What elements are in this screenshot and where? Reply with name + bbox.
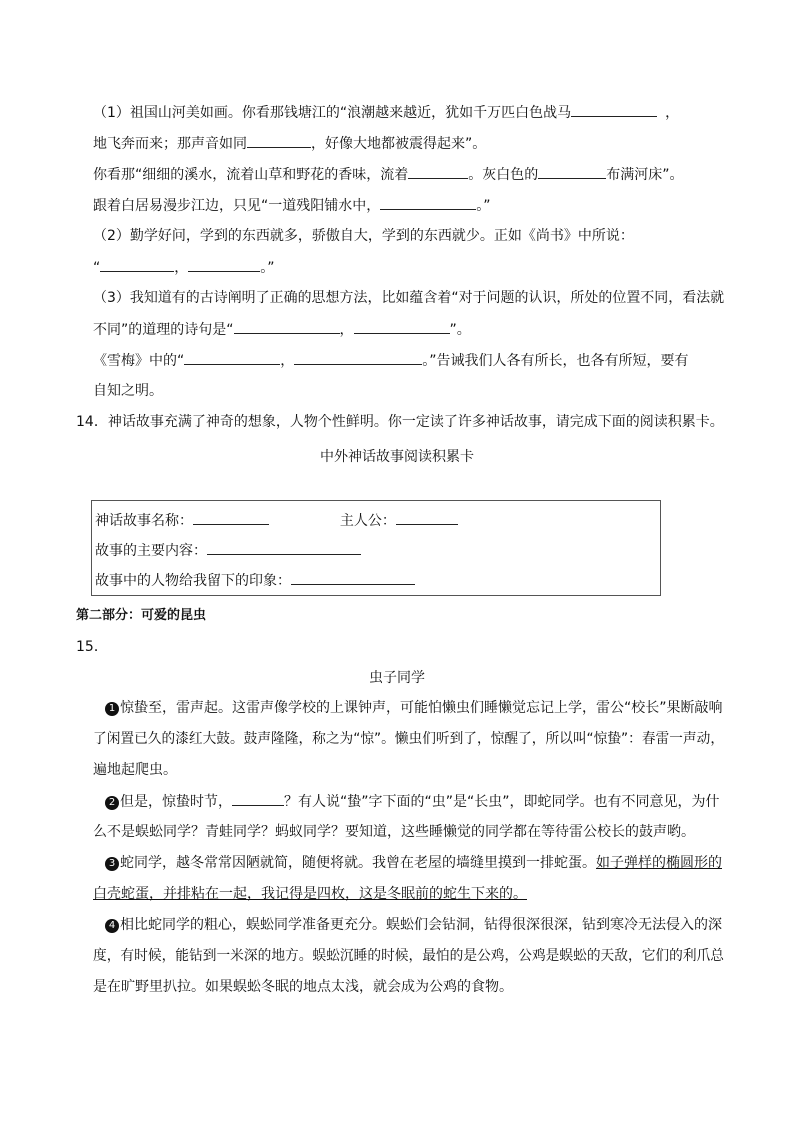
q13-p5b: ， (174, 260, 189, 276)
para1-l1: 惊蛰至，雷声起。这雷声像学校的上课钟声，可能怕懒虫们睡懒觉忘记上学，雷公“校长”果断敲响 (120, 700, 723, 716)
circled-number: 4 (105, 919, 119, 933)
q14-stem (76, 412, 724, 432)
para4-line-2 (93, 946, 724, 966)
hero-label: 主人公： (339, 513, 396, 529)
q13-line-1 (93, 102, 679, 123)
answer-blank[interactable] (538, 164, 606, 179)
circled-number: 2 (105, 796, 119, 810)
hero-blank[interactable] (396, 510, 458, 525)
answer-blank[interactable] (571, 102, 657, 117)
underlined-sentence-cont: 白壳蛇蛋，并排粘在一起，我记得是四枚，这是冬眠前的蛇生下来的。 (93, 886, 527, 902)
para1-line-1 (105, 698, 723, 718)
answer-blank[interactable] (247, 133, 311, 148)
q13-p6: （3）我知道有的古诗阐明了正确的思想方法，比如蕴含着“对于问题的认识，所处的位置不同，看法就 (93, 290, 725, 306)
reading-card (91, 500, 661, 596)
answer-blank[interactable] (234, 319, 340, 334)
q13-line-5 (93, 226, 634, 246)
para4-l1: 相比蛇同学的粗心，蜈蚣同学准备更充分。蜈蚣们会钻洞，钻得很深很深，钻到寒冷无法侵入的深 (120, 917, 722, 933)
q13-line-9 (93, 350, 689, 371)
q13-p7a: 不同”的道理的诗句是“ (93, 322, 234, 338)
para4-l2: 度，有时候，能钻到一米深的地方。蜈蚣沉睡的时候，最怕的是公鸡，公鸡是蜈蚣的天敌，它们的利爪总 (93, 948, 724, 964)
answer-blank[interactable] (184, 350, 280, 365)
card-row-content (95, 540, 361, 560)
q13-p1b-text: 地飞奔而来；那声音如同 (93, 136, 247, 152)
q13-p8a: 《雪梅》中的“ (93, 353, 185, 369)
name-label: 神话故事名称： (95, 513, 193, 529)
impression-blank[interactable] (291, 570, 415, 585)
q13-line-10 (93, 381, 163, 401)
para4-line-3 (93, 977, 513, 997)
q13-line-4 (93, 195, 491, 216)
q13-line-8 (93, 319, 471, 340)
para2-l1a: 但是，惊蛰时节， (120, 794, 232, 810)
q13-p5a: “ (93, 260, 101, 276)
para3-l1a: 蛇同学，越冬常常因陋就简，随便将就。我曾在老屋的墙缝里摸到一排蛇蛋。 (120, 855, 596, 871)
q13-p5c: 。” (260, 260, 275, 276)
q13-p8c: 。”告诫我们人各有所长，也各有所短，要有 (422, 353, 689, 369)
para1-l3: 遍地起爬虫。 (93, 762, 177, 778)
card-title: 中外神话故事阅读积累卡 (320, 449, 474, 465)
para1-line-2 (93, 729, 724, 749)
para1-line-3 (93, 760, 177, 780)
answer-blank[interactable] (354, 319, 450, 334)
q13-p9: 自知之明。 (93, 383, 163, 399)
para4-l3: 是在旷野里扒拉。如果蜈蚣冬眠的地点太浅，就会成为公鸡的食物。 (93, 979, 513, 995)
circled-number: 3 (105, 857, 119, 871)
q13-p8b: ， (280, 353, 295, 369)
q13-p3b: 。” (476, 198, 491, 214)
article-title: 虫子同学 (369, 670, 425, 686)
impression-label: 故事中的人物给我留下的印象： (95, 573, 291, 589)
para1-l2: 了闲置已久的漆红大鼓。鼓声隆隆，称之为“惊”。懒虫们听到了，惊醒了，所以叫“惊蛰”：春雷一声动， (93, 731, 725, 747)
story-name-blank[interactable] (193, 510, 269, 525)
para3-line-2 (93, 884, 527, 904)
para4-line-1 (105, 915, 722, 935)
q13-p1-end: ， (665, 105, 680, 121)
q13-p3a: 跟着白居易漫步江边，只见“一道残阳铺水中， (93, 198, 381, 214)
q13-line-7 (93, 288, 724, 308)
para2-line-2 (93, 822, 695, 842)
content-blank[interactable] (207, 540, 361, 555)
q15-number: 15． (76, 639, 108, 655)
underlined-sentence: 如子弹样的椭圆形的 (596, 855, 722, 871)
q13-p1-text: （1）祖国山河美如画。你看那钱塘江的“浪潮越来越近，犹如千万匹白色战马 (93, 105, 572, 121)
q14-stem-text: 14．神话故事充满了神奇的想象，人物个性鲜明。你一定读了许多神话故事，请完成下面的阅读积累卡。 (76, 414, 724, 430)
para2-answer-blank[interactable] (232, 791, 284, 806)
para2-l2: 么不是蜈蚣同学？青蛙同学？蚂蚁同学？要知道，这些睡懒觉的同学都在等待雷公校长的鼓声哟。 (93, 824, 695, 840)
answer-blank[interactable] (188, 257, 260, 272)
content-label: 故事的主要内容： (95, 543, 207, 559)
para2-line-1 (105, 791, 720, 812)
q13-p2c: 布满河床”。 (606, 167, 684, 183)
q13-line-3 (93, 164, 684, 185)
answer-blank[interactable] (380, 195, 476, 210)
q13-line-2 (93, 133, 486, 154)
answer-blank[interactable] (408, 164, 468, 179)
q13-p7c: ”。 (449, 322, 471, 338)
q13-p7b: ， (339, 322, 354, 338)
q13-p2b: 。灰白色的 (468, 167, 539, 183)
circled-number: 1 (105, 702, 119, 716)
part2-title: 第二部分：可爱的昆虫 (76, 608, 207, 623)
q13-p2a: 你看那“细细的溪水，流着山草和野花的香味，流着 (93, 167, 409, 183)
para2-l1b: ？有人说“蛰”字下面的“虫”是“长虫”，即蛇同学。也有不同意见，为什 (284, 794, 720, 810)
card-row-impression (95, 570, 415, 590)
para3-line-1 (105, 853, 722, 873)
answer-blank[interactable] (294, 350, 422, 365)
answer-blank[interactable] (100, 257, 174, 272)
q13-p1b-end: ，好像大地都被震得起来”。 (311, 136, 487, 152)
card-row-name (95, 510, 458, 530)
q13-p4: （2）勤学好问，学到的东西就多，骄傲自大，学到的东西就少。正如《尚书》中所说： (93, 228, 634, 244)
q13-line-6 (93, 257, 275, 278)
